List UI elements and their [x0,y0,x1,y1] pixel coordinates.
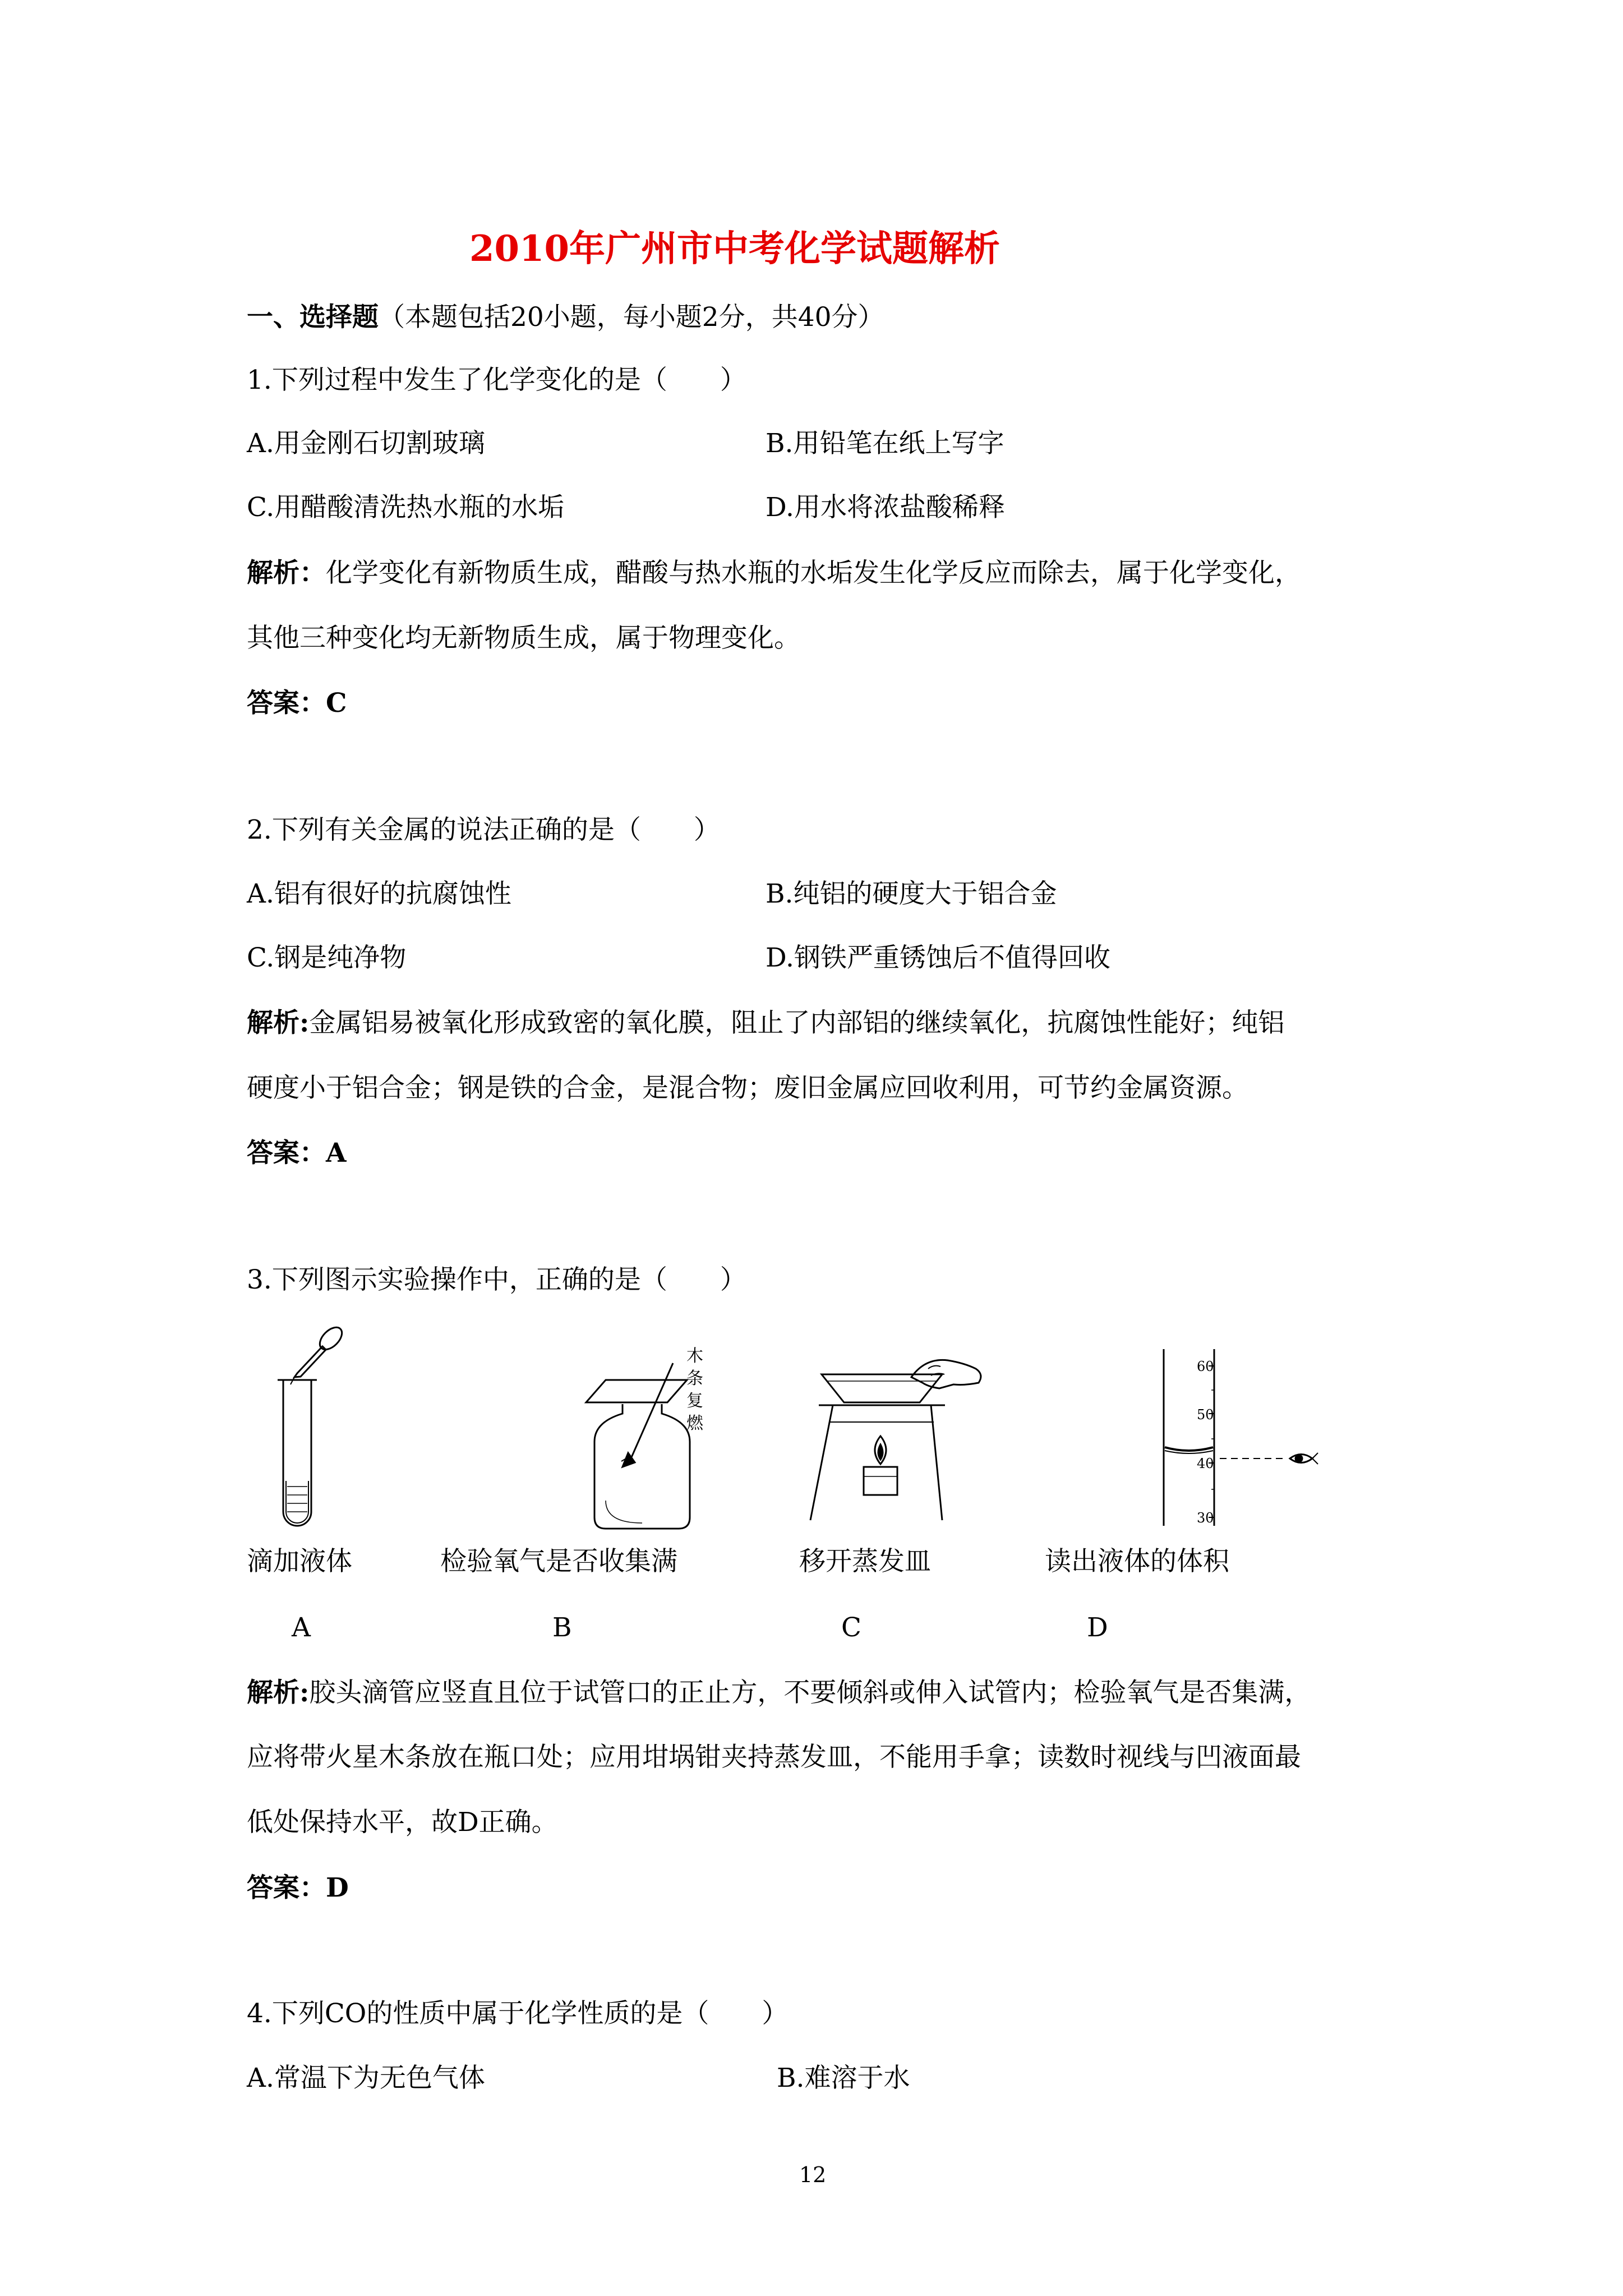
q1-option-c: C.用醋酸清洗热水瓶的水垢 [247,492,565,523]
q3-analysis-line-1 [247,1677,1311,1708]
q1-option-d: D.用水将浓盐酸稀释 [766,492,1005,523]
figure-c-letter: C [841,1612,861,1643]
q4-option-a: A.常温下为无色气体 [247,2063,485,2093]
cylinder-tick-60: 60 [1197,1359,1214,1374]
q2-stem: 2.下列有关金属的说法正确的是（ ） [247,815,720,845]
section-heading [247,302,884,333]
figure-d-graduated-cylinder [1150,1341,1340,1531]
figure-c-caption: 移开蒸发皿 [799,1546,931,1577]
q2-analysis-line-2: 硬度小于铝合金；钢是铁的合金，是混合物；废旧金属应回收利用，可节约金属资源。 [247,1073,1248,1103]
q2-analysis-line-1 [247,1007,1285,1038]
q1-analysis-line-2: 其他三种变化均无新物质生成，属于物理变化。 [247,623,800,654]
q4-option-b: B.难溶于水 [777,2063,910,2093]
figure-d-caption: 读出液体的体积 [1045,1546,1229,1577]
figure-b-splint-label [685,1345,713,1439]
section-heading-note: （本题包括20小题，每小题2分，共40分） [379,302,884,333]
q3-answer: 答案：D [247,1872,349,1903]
q2-option-c: C.钢是纯净物 [247,942,407,973]
figure-c-evaporating-dish [796,1352,987,1537]
q2-option-b: B.纯铝的硬度大于铝合金 [766,878,1057,909]
figure-b-splint-text: 木条复燃 [686,1346,703,1433]
section-heading-label: 一、选择题 [247,302,379,333]
q1-analysis-line-1 [247,560,1301,586]
q1-analysis-text-1: 化学变化有新物质生成，醋酸与热水瓶的水垢发生化学反应而除去，属于化学变化， [326,558,1301,588]
q3-analysis-line-2: 应将带火星木条放在瓶口处；应用坩埚钳夹持蒸发皿，不能用手拿；读数时视线与凹液面最 [247,1742,1301,1773]
q4-stem: 4.下列CO的性质中属于化学性质的是（ ） [247,1998,789,2029]
figure-a-letter: A [292,1612,311,1643]
q3-analysis-text-1: 胶头滴管应竖直且位于试管口的正止方，不要倾斜或伸入试管内；检验氧气是否集满， [309,1677,1311,1708]
figure-a-caption: 滴加液体 [247,1546,352,1577]
figure-a-dropper-test-tube [258,1324,370,1531]
q3-analysis-line-3: 低处保持水平，故D正确。 [247,1807,558,1838]
figure-b-caption: 检验氧气是否收集满 [440,1546,677,1577]
page-title: 2010年广州市中考化学试题解析 [469,228,1000,270]
cylinder-tick-50: 50 [1197,1407,1214,1423]
q1-stem: 1.下列过程中发生了化学变化的是（ ） [247,365,746,395]
q2-analysis-label: 解析: [247,1007,310,1038]
q2-answer: 答案：A [247,1138,347,1168]
figure-d-letter: D [1087,1612,1108,1643]
figure-b-letter: B [552,1612,572,1643]
q1-answer: 答案：C [247,688,347,719]
q1-option-a: A.用金刚石切割玻璃 [247,428,485,459]
q3-stem: 3.下列图示实验操作中，正确的是（ ） [247,1264,746,1295]
page-number: 12 [799,2162,827,2187]
cylinder-tick-30: 30 [1197,1510,1214,1526]
q2-option-d: D.钢铁严重锈蚀后不值得回收 [766,942,1110,973]
q1-analysis-label: 解析： [247,558,326,588]
q1-option-b: B.用铅笔在纸上写字 [766,428,1004,459]
q2-analysis-text-1: 金属铝易被氧化形成致密的氧化膜，阻止了内部铝的继续氧化，抗腐蚀性能好；纯铝 [309,1007,1285,1038]
q3-analysis-label: 解析: [247,1677,310,1708]
cylinder-tick-40: 40 [1197,1456,1214,1471]
q2-option-a: A.铝有很好的抗腐蚀性 [247,878,511,909]
